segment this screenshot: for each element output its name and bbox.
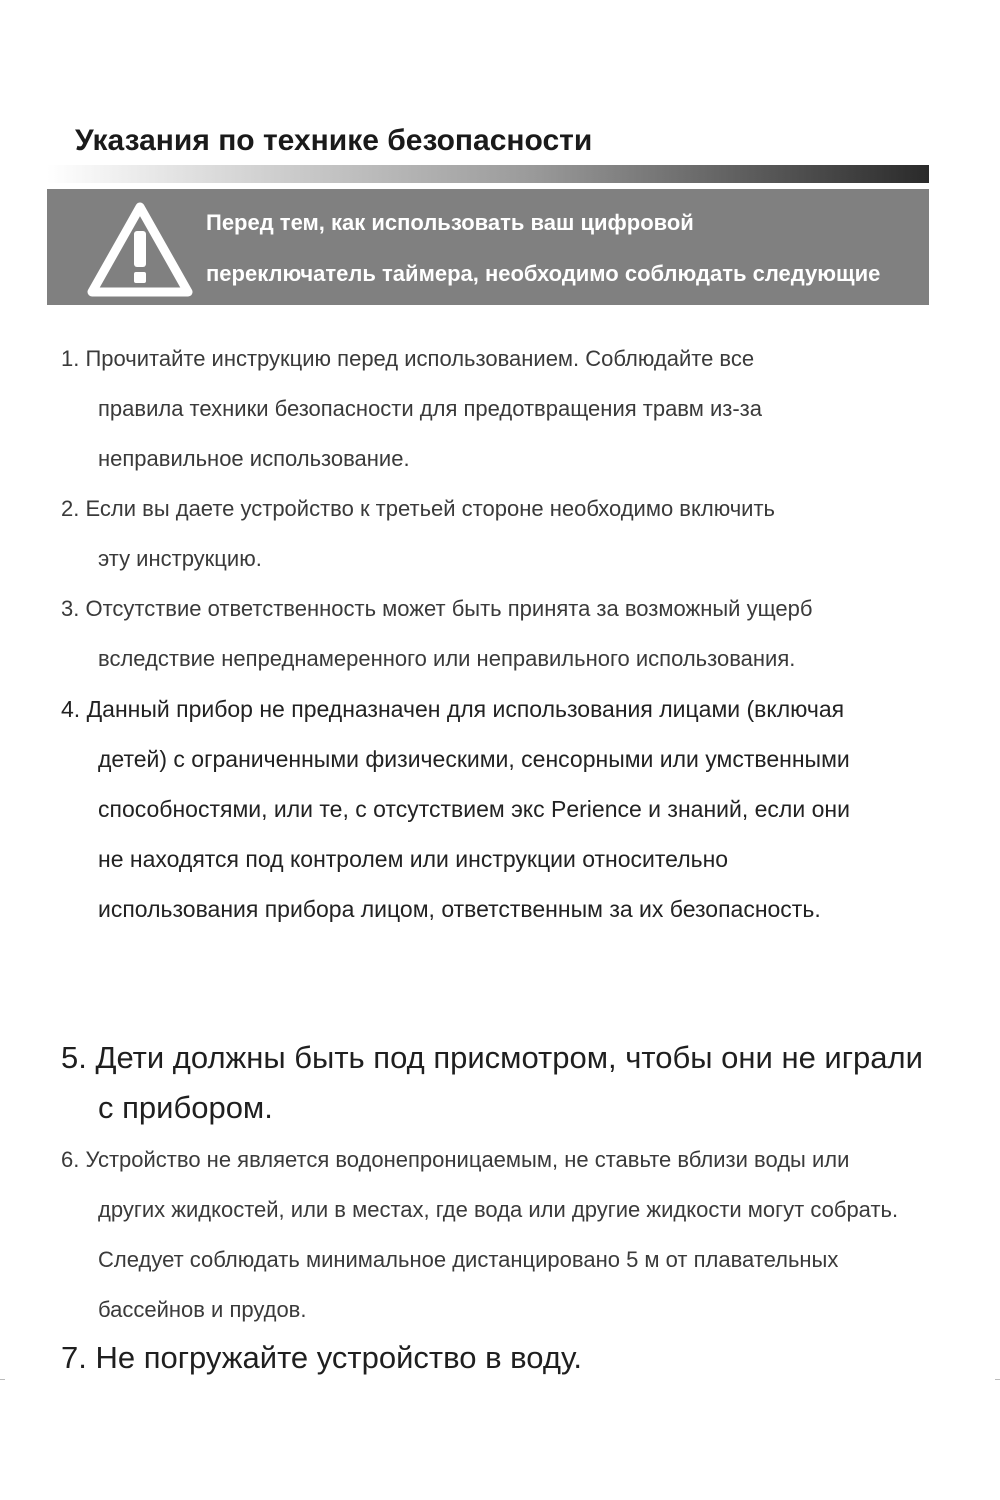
item-line: 3. Отсутствие ответственность может быть принята за возможный ущерб — [61, 596, 813, 621]
item-line: с прибором. — [98, 1090, 273, 1125]
page-title: Указания по технике безопасности — [75, 124, 593, 157]
item-line: использования прибора лицом, ответственным за их безопасность. — [98, 896, 821, 922]
item-line: 4. Данный прибор не предназначен для использования лицами (включая — [61, 696, 845, 722]
item-line: вследствие непреднамеренного или неправильного использования. — [98, 646, 796, 671]
item-line: способностями, или те, с отсутствием экс Perience и знаний, если они — [98, 796, 850, 822]
item-line: правила техники безопасности для предотвращения травм из-за — [98, 396, 763, 421]
item-line: 1. Прочитайте инструкцию перед использованием. Соблюдайте все — [61, 346, 755, 371]
warning-text-line-2: переключатель таймера, необходимо соблюдать следующие — [206, 261, 881, 286]
item-line: 5. Дети должны быть под присмотром, чтобы они не играли — [61, 1040, 923, 1075]
warning-banner — [47, 189, 929, 305]
item-line: 7. Не погружайте устройство в воду. — [61, 1340, 582, 1375]
item-line: бассейнов и прудов. — [98, 1297, 307, 1322]
item-line: других жидкостей, или в местах, где вода или другие жидкости могут собрать. — [98, 1197, 899, 1222]
item-line: детей) с ограниченными физическими, сенсорными или умственными — [98, 746, 850, 772]
item-line: Следует соблюдать минимальное дистанцировано 5 м от плавательных — [98, 1247, 839, 1272]
item-line: эту инструкцию. — [98, 546, 262, 571]
title-underline-gradient — [47, 165, 929, 183]
page-edge-mark-right — [995, 1379, 1000, 1380]
warning-triangle-icon — [87, 200, 193, 298]
item-line: не находятся под контролем или инструкции относительно — [98, 846, 729, 872]
page-edge-mark-left — [0, 1379, 5, 1380]
item-line: 6. Устройство не является водонепроницаемым, не ставьте вблизи воды или — [61, 1147, 850, 1172]
item-line: неправильное использование. — [98, 446, 410, 471]
warning-text-line-1: Перед тем, как использовать ваш цифровой — [206, 210, 694, 235]
item-line: 2. Если вы даете устройство к третьей стороне необходимо включить — [61, 496, 776, 521]
